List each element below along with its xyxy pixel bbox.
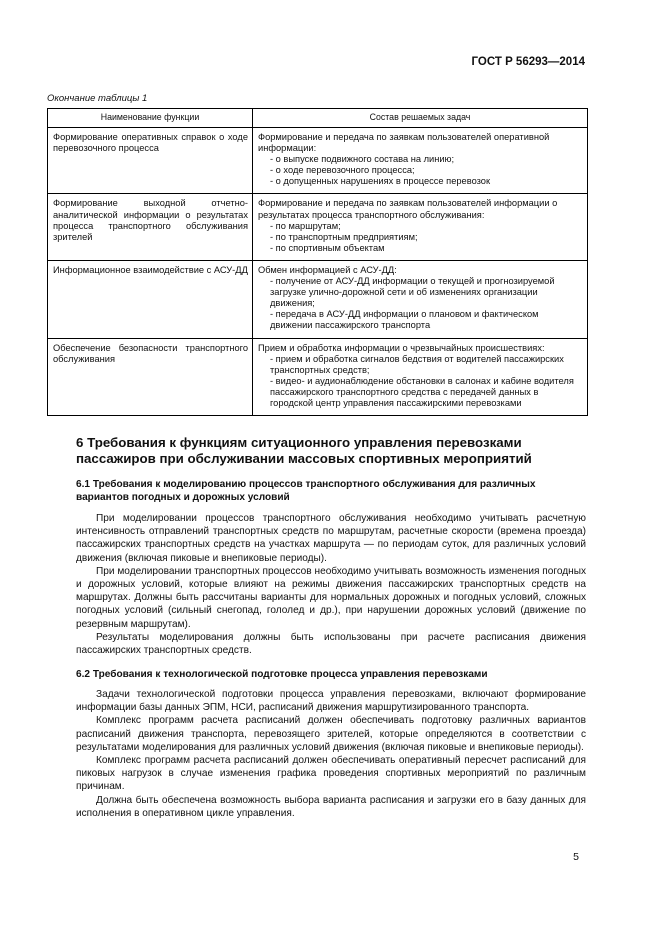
tasks-cell <box>253 194 588 260</box>
table-row <box>48 194 588 260</box>
subsection-body-6-2 <box>76 688 586 820</box>
paragraph: При моделировании процессов транспортного обслуживания необходимо учитывать расчетную интенсивность отправлений транспортных средств по маршрутам, расчетные скорости (времена проезда) пассажирских транспортных средств на участках маршрута — по периодам суток, для различных условий движения (включая пиковые и внепиковые периоды). <box>76 513 586 564</box>
function-cell: Формирование выходной отчетно-аналитической информации о результатах процесса транспортного обслуживания зрителей <box>48 194 253 260</box>
function-cell: Информационное взаимодействие с АСУ-ДД <box>48 260 253 338</box>
paragraph: Комплекс программ расчета расписаний должен обеспечивать оперативный пересчет расписаний для пиковых нагрузок в случае изменения графика проведения спортивных мероприятий по различным причинам. <box>76 755 586 793</box>
task-item: - прием и обработка сигналов бедствия от водителей пассажирских транспортных средств; <box>270 353 564 375</box>
task-item: - о выпуске подвижного состава на линию; <box>270 154 455 165</box>
subsection-body-6-1 <box>76 512 586 657</box>
column-header-function: Наименование функции <box>48 109 253 128</box>
tasks-cell <box>253 338 588 416</box>
task-item: - получение от АСУ-ДД информации о текущей и прогнозируемой загрузке улично-дорожной сети и об изменениях организации движения; <box>270 276 555 309</box>
page-number: 5 <box>573 851 579 863</box>
table-row <box>48 338 588 416</box>
paragraph: Задачи технологической подготовки процесса управления перевозками, включают формирование информации базы данных ЭПМ, НСИ, расписаний движения маршрутизированного транспорта. <box>76 689 586 714</box>
column-header-tasks: Состав решаемых задач <box>253 109 588 128</box>
paragraph: Комплекс программ расчета расписаний должен обеспечивать подготовку различных вариантов расписаний движения транспорта, перевозящего зрителей, которые определяются в соответствии с результатами моделирования для различных условий движения (включая пиковые и внепиковые периоды). <box>76 715 586 753</box>
paragraph: Результаты моделирования должны быть использованы при расчете расписания движения пассажирских транспортных средств. <box>76 631 586 657</box>
task-line: Прием и обработка информации о чрезвычайных происшествиях: <box>258 342 545 353</box>
tasks-cell <box>253 128 588 194</box>
task-item: - о ходе перевозочного процесса; <box>270 165 415 176</box>
section-title: 6 Требования к функциям ситуационного управления перевозками пассажиров при обслуживании массовых спортивных мероприятий <box>76 435 532 466</box>
task-line: Формирование и передача по заявкам пользователей информации о результатах процесса транспортного обслуживания: <box>258 198 558 220</box>
task-item: - видео- и аудионаблюдение обстановки в салонах и кабине водителя пассажирского транспортного средства с передачей данных в городской центр управления пассажирскими перевозками <box>270 375 574 408</box>
task-item: - по спортивным объектам <box>270 242 385 253</box>
table-caption: Окончание таблицы 1 <box>47 93 148 104</box>
function-cell: Формирование оперативных справок о ходе перевозочного процесса <box>48 128 253 194</box>
subsection-title-6-1: 6.1 Требования к моделированию процессов транспортного обслуживания для различных вариантов погодных и дорожных условий <box>76 479 536 503</box>
paragraph: Должна быть обеспечена возможность выбора варианта расписания и загрузки его в базу данных для исполнения в оперативном цикле управления. <box>76 794 586 819</box>
paragraph: При моделировании транспортных процессов необходимо учитывать возможность изменения погодных и дорожных условий, которые влияют на режимы движения пассажирских транспортных средств на маршрутах. Должны быть рассчитаны варианты для нормальных дорожных и погодных условий, сложных погодных условий (сильный снегопад, гололед и др.), при нарушении дорожных условий (движение по резервным маршрутам). <box>76 565 586 630</box>
task-line: Формирование и передача по заявкам пользователей оперативной информации: <box>258 132 550 154</box>
functions-table <box>47 108 588 416</box>
task-item: - по маршрутам; <box>270 220 341 231</box>
function-cell: Обеспечение безопасности транспортного обслуживания <box>48 338 253 416</box>
tasks-cell <box>253 260 588 338</box>
standard-number: ГОСТ Р 56293—2014 <box>471 56 585 68</box>
table-row <box>48 128 588 194</box>
table-row <box>48 260 588 338</box>
task-line: Обмен информацией с АСУ-ДД: <box>258 264 397 275</box>
task-item: - о допущенных нарушениях в процессе перевозок <box>270 176 491 187</box>
subsection-title-6-2: 6.2 Требования к технологической подготовке процесса управления перевозками <box>76 669 488 680</box>
table-header-row <box>48 109 588 128</box>
task-item: - передача в АСУ-ДД информации о плановом и фактическом движении пассажирского транспорта <box>270 309 539 331</box>
task-item: - по транспортным предприятиям; <box>270 231 418 242</box>
